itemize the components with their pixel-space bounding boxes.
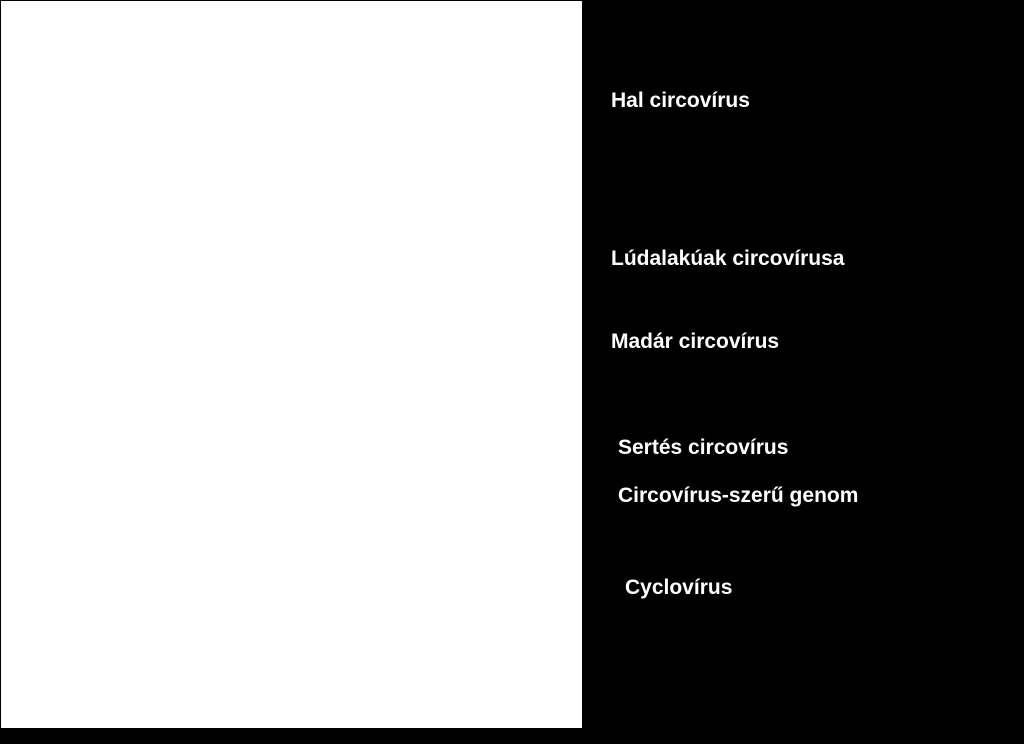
clade-label-goose-circovirus: Lúdalakúak circovírusa — [611, 247, 845, 270]
tree-panel — [1, 1, 582, 728]
clade-label-bird-circovirus: Madár circovírus — [611, 330, 780, 353]
clade-label-porcine-circovirus: Sertés circovírus — [618, 436, 789, 459]
clade-label-circovirus-like-genome: Circovírus-szerű genom — [618, 484, 859, 507]
clade-label-fish-circovirus: Hal circovírus — [611, 89, 750, 112]
clade-label-cyclovirus: Cyclovírus — [625, 576, 733, 599]
